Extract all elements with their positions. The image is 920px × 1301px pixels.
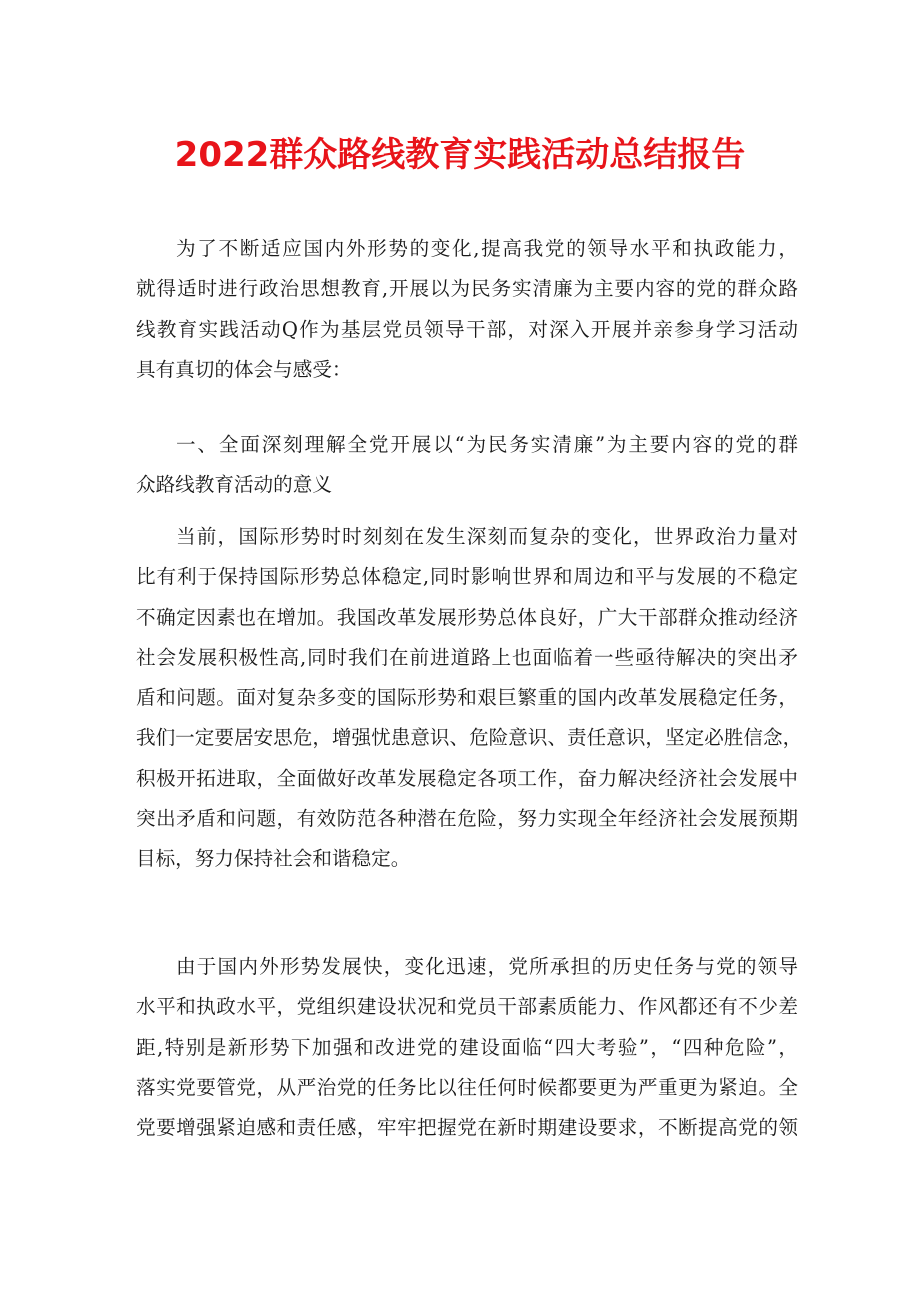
paragraph-line: 由于国内外形势发展快，变化迅速，党所承担的历史任务与党的领导	[176, 955, 798, 978]
paragraph-line: 当前，国际形势时时刻刻在发生深刻而复杂的变化，世界政治力量对	[176, 525, 798, 548]
paragraph-line: 就得适时进行政治思想教育,开展以为民务实清廉为主要内容的党的群众路	[136, 277, 798, 301]
paragraph-line: 盾和问题。面对复杂多变的国际形势和艰巨繁重的国内改革发展稳定任务，	[136, 686, 798, 710]
paragraph-line: 具有真切的体会与感受：	[136, 357, 352, 381]
paragraph-intro	[136, 229, 798, 390]
section-heading	[136, 425, 798, 506]
paragraph-line: 线教育实践活动Q作为基层党员领导干部，对深入开展并亲参身学习活动	[136, 317, 798, 341]
paragraph-line: 党要增强紧迫感和责任感，牢牢把握党在新时期建设要求，不断提高党的领	[136, 1116, 798, 1140]
paragraph-party-building	[136, 947, 798, 1148]
document-title: 2022群众路线教育实践活动总结报告	[174, 135, 746, 175]
paragraph-line: 众路线教育活动的意义	[136, 473, 332, 497]
paragraph-line: 比有利于保持国际形势总体稳定,同时影响世界和周边和平与发展的不稳定	[136, 565, 798, 589]
paragraph-line: 目标，努力保持社会和谐稳定。	[136, 847, 411, 871]
paragraph-line: 距,特别是新形势下加强和改进党的建设面临“四大考验”，“四种危险”，	[136, 1035, 798, 1059]
paragraph-line: 为了不断适应国内外形势的变化,提高我党的领导水平和执政能力，	[176, 237, 798, 260]
paragraph-line: 社会发展积极性高,同时我们在前进道路上也面临着一些亟待解决的突出矛	[136, 645, 798, 669]
paragraph-line: 水平和执政水平，党组织建设状况和党员干部素质能力、作风都还有不少差	[136, 995, 798, 1019]
paragraph-line: 落实党要管党，从严治党的任务比以往任何时候都要更为严重更为紧迫。全	[136, 1075, 798, 1099]
paragraph-line: 不确定因素也在增加。我国改革发展形势总体良好，广大干部群众推动经济	[136, 605, 798, 629]
paragraph-line: 我们一定要居安思危，增强忧患意识、危险意识、责任意识，坚定必胜信念，	[136, 726, 803, 750]
paragraph-line: 积极开拓进取，全面做好改革发展稳定各项工作，奋力解决经济社会发展中	[136, 766, 798, 790]
paragraph-line: 一、全面深刻理解全党开展以“为民务实清廉”为主要内容的党的群	[176, 433, 798, 456]
paragraph-line: 突出矛盾和问题，有效防范各种潜在危险，努力实现全年经济社会发展预期	[136, 807, 798, 831]
paragraph-current-situation	[136, 517, 803, 880]
